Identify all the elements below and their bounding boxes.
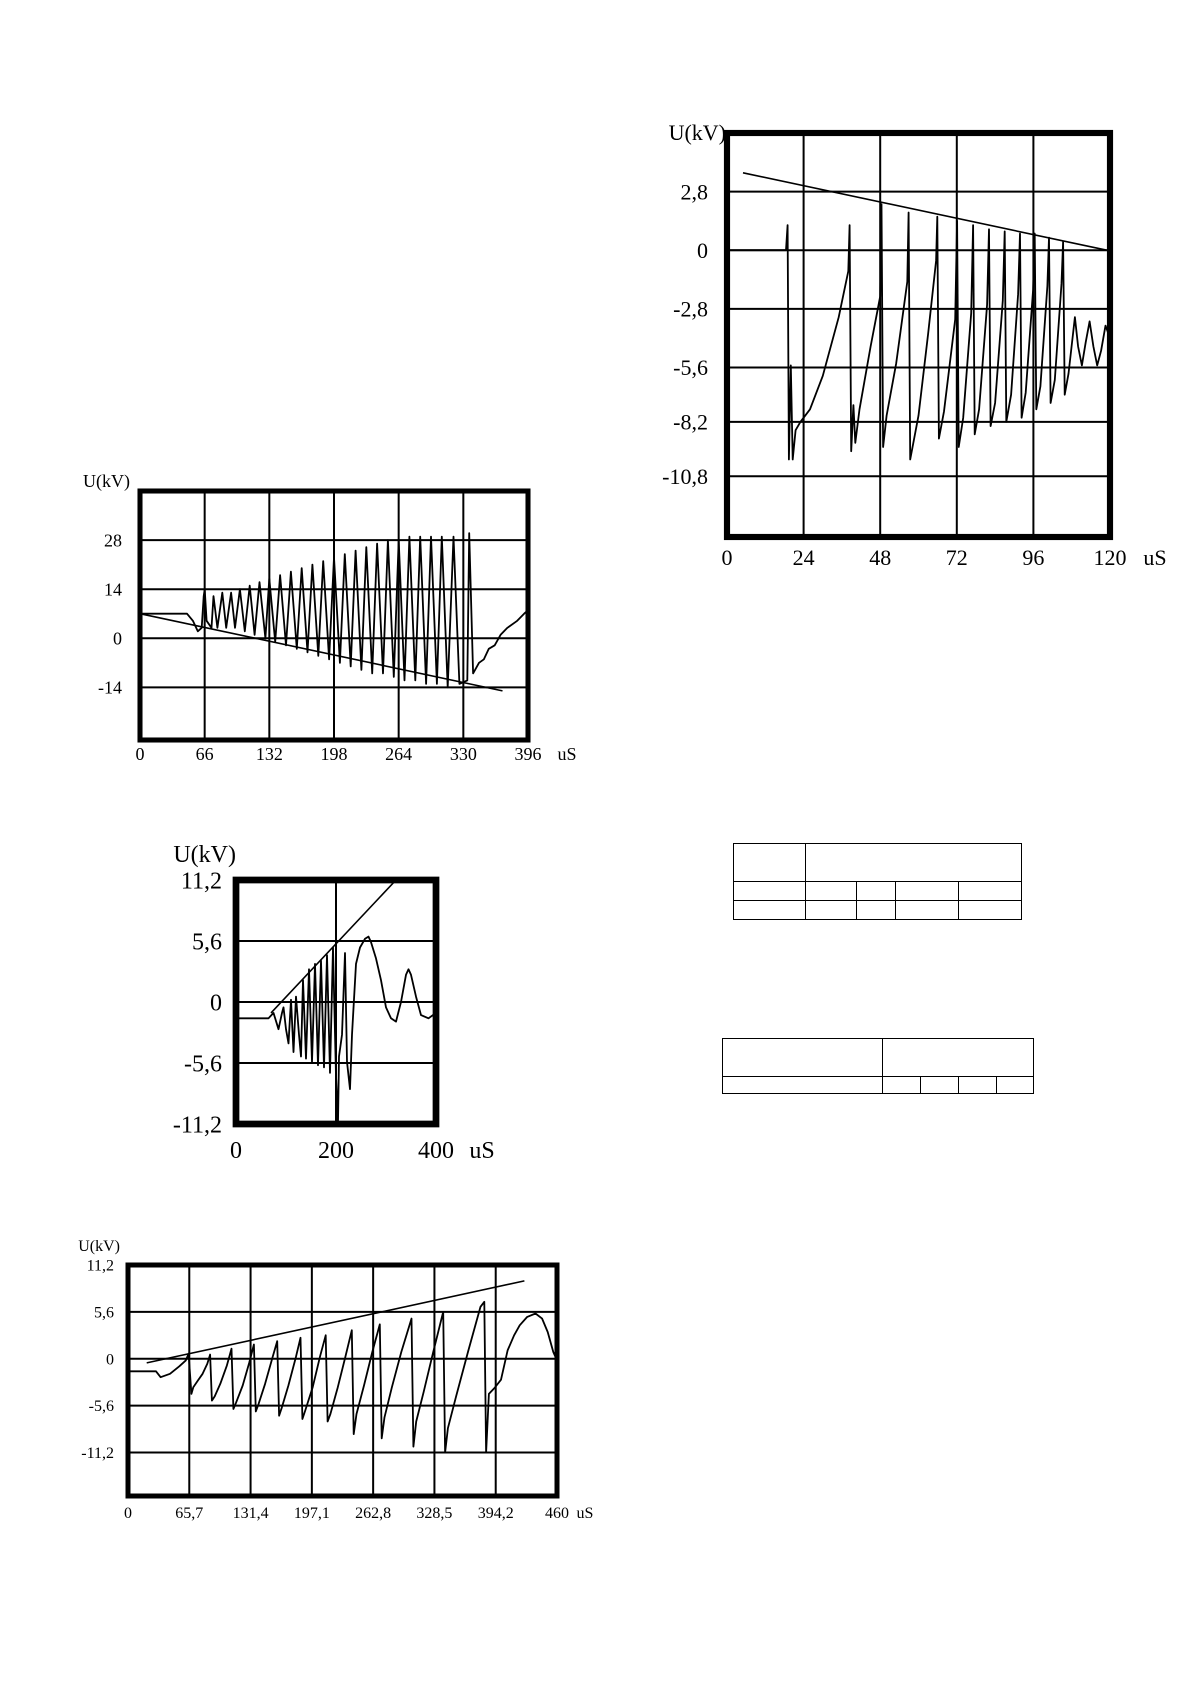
x-tick-label: 0 — [230, 1138, 242, 1164]
x-axis-label: uS — [1143, 545, 1167, 570]
x-tick-label: 264 — [385, 744, 413, 764]
x-axis-label: uS — [576, 1505, 594, 1522]
x-tick-label: 330 — [449, 744, 477, 764]
y-tick-label: 5,6 — [94, 1304, 114, 1322]
table-cell — [921, 1077, 959, 1094]
x-tick-label: 65,7 — [175, 1505, 204, 1522]
y-axis-label: U(kV) — [78, 1238, 120, 1255]
y-tick-label: -5,6 — [88, 1398, 114, 1416]
empty-table-1 — [733, 843, 1022, 920]
x-tick-label: 0 — [721, 545, 733, 570]
table-cell — [997, 1077, 1034, 1094]
x-tick-label: 72 — [945, 545, 968, 570]
x-tick-label: 200 — [318, 1138, 354, 1164]
table-cell — [806, 844, 1022, 882]
y-tick-label: -14 — [98, 677, 122, 698]
table-cell — [806, 882, 857, 901]
y-tick-label: -8,2 — [673, 409, 708, 435]
table-cell — [734, 882, 806, 901]
table-cell — [857, 901, 896, 920]
table-cell — [723, 1077, 883, 1094]
empty-table-2 — [722, 1038, 1034, 1094]
y-tick-label: 0 — [210, 990, 222, 1017]
voltage-waveform — [128, 1302, 557, 1453]
y-tick-label: -11,2 — [172, 1112, 222, 1139]
x-tick-label: 24 — [792, 545, 815, 570]
table-cell — [883, 1077, 921, 1094]
x-axis-label: uS — [469, 1138, 495, 1164]
x-tick-label: 96 — [1022, 545, 1045, 570]
table-cell — [959, 1077, 997, 1094]
x-tick-label: 0 — [135, 744, 145, 764]
y-axis-label: U(kV) — [173, 842, 236, 868]
y-tick-label: -10,8 — [662, 463, 708, 489]
y-tick-label: 2,8 — [680, 179, 708, 205]
x-tick-label: 262,8 — [355, 1505, 392, 1522]
table-cell — [806, 901, 857, 920]
y-tick-label: 5,6 — [192, 929, 222, 956]
x-tick-label: 132 — [255, 744, 283, 764]
x-tick-label: 0 — [124, 1505, 132, 1522]
table-cell — [734, 844, 806, 882]
table-cell — [857, 882, 896, 901]
y-tick-label: 11,2 — [180, 868, 222, 895]
y-tick-label: -5,6 — [184, 1051, 222, 1078]
x-axis-label: uS — [557, 744, 577, 764]
y-tick-label: 11,2 — [86, 1257, 114, 1275]
x-tick-label: 66 — [195, 744, 214, 764]
table-cell — [723, 1039, 883, 1077]
y-tick-label: 14 — [104, 579, 122, 600]
y-tick-label: 0 — [697, 237, 708, 263]
table-cell — [959, 882, 1022, 901]
y-axis-label: U(kV) — [83, 471, 130, 491]
y-tick-label: -5,6 — [673, 355, 708, 381]
x-tick-label: 400 — [418, 1138, 454, 1164]
x-tick-label: 396 — [514, 744, 542, 764]
y-tick-label: -2,8 — [673, 296, 708, 322]
y-tick-label: 0 — [113, 628, 122, 649]
y-tick-label: 0 — [106, 1351, 114, 1369]
table-cell — [734, 901, 806, 920]
table-cell — [959, 901, 1022, 920]
x-tick-label: 131,4 — [232, 1505, 269, 1522]
x-tick-label: 394,2 — [477, 1505, 514, 1522]
x-tick-label: 328,5 — [416, 1505, 453, 1522]
table-cell — [896, 901, 959, 920]
y-tick-label: -11,2 — [81, 1445, 114, 1463]
x-tick-label: 460 — [545, 1505, 569, 1522]
x-tick-label: 197,1 — [293, 1505, 330, 1522]
y-axis-label: U(kV) — [668, 120, 726, 145]
plot-frame — [128, 1265, 557, 1496]
x-tick-label: 120 — [1093, 545, 1127, 570]
table-cell — [896, 882, 959, 901]
x-tick-label: 48 — [869, 545, 892, 570]
x-tick-label: 198 — [320, 744, 348, 764]
table-cell — [883, 1039, 1034, 1077]
y-tick-label: 28 — [104, 530, 122, 551]
